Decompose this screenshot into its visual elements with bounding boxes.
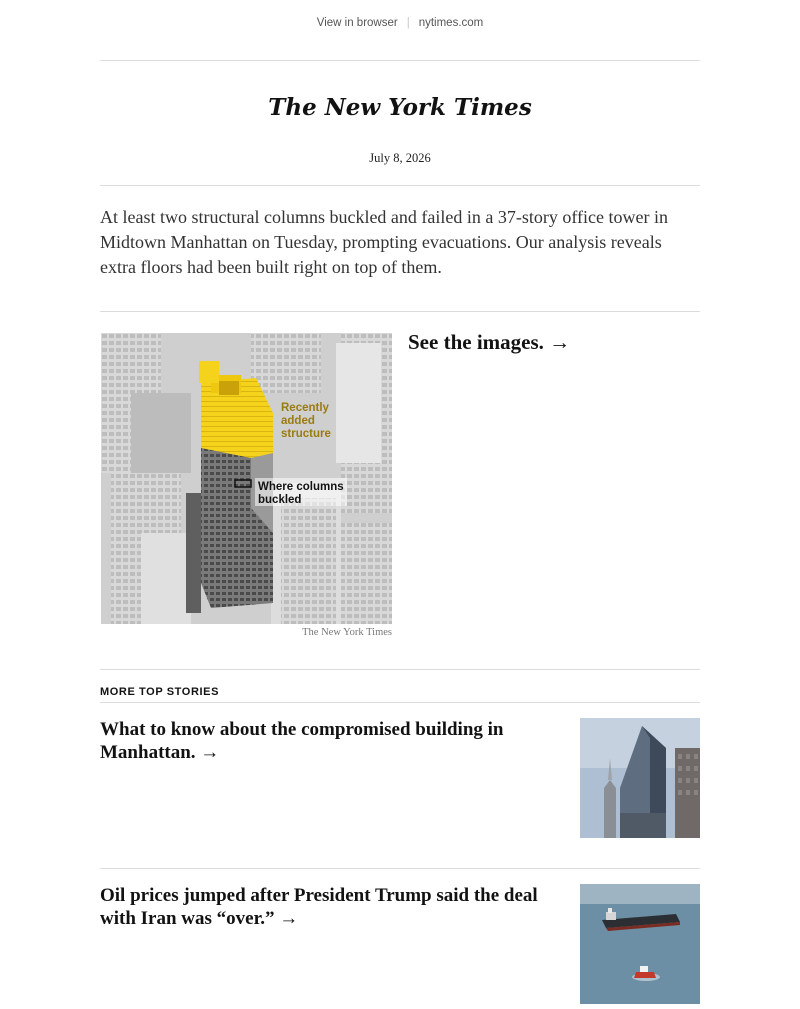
divider (100, 669, 700, 670)
story-thumbnail-svg (580, 718, 700, 838)
top-bar-separator: | (406, 17, 410, 29)
nyt-logo[interactable] (268, 90, 532, 124)
divider (100, 185, 700, 186)
nytimes-site-link[interactable]: nytimes.com (418, 17, 484, 29)
story-item (100, 718, 700, 838)
divider (100, 868, 700, 869)
divider (100, 311, 700, 312)
top-utility-bar (0, 17, 800, 29)
newsletter-date: July 8, 2026 (369, 151, 431, 165)
building-graphic-svg (101, 333, 392, 624)
view-in-browser-link[interactable]: View in browser (316, 17, 398, 29)
more-top-stories-label: MORE TOP STORIES (100, 686, 220, 698)
story-headline[interactable]: Oil prices jumped after President Trump said the deal with Iran was “over.” → (100, 885, 538, 929)
image-credit: The New York Times (302, 627, 392, 638)
lede-paragraph: At least two structural columns buckled and failed in a 37-story office tower in Midtown Manhattan on Tuesday, prompting evacuations. Our analysis reveals extra floors had been built right on top of them. (100, 207, 669, 277)
story-headline[interactable]: What to know about the compromised building in Manhattan. → (100, 719, 504, 763)
masthead (0, 90, 800, 129)
divider (100, 702, 700, 703)
oil-tanker-photo-icon[interactable] (580, 884, 700, 1004)
skyscraper-photo-icon[interactable] (580, 718, 700, 838)
see-images-link[interactable]: See the images. → (408, 330, 571, 354)
building-graphic-image[interactable] (101, 333, 392, 624)
label-columns-buckled: Where columns buckled (258, 481, 344, 506)
divider (100, 60, 700, 61)
story-thumbnail-svg (580, 884, 700, 1004)
label-recently-added: Recently added structure (281, 402, 331, 440)
story-item (100, 884, 700, 1000)
masthead-wordmark: The New York Times (268, 94, 532, 121)
